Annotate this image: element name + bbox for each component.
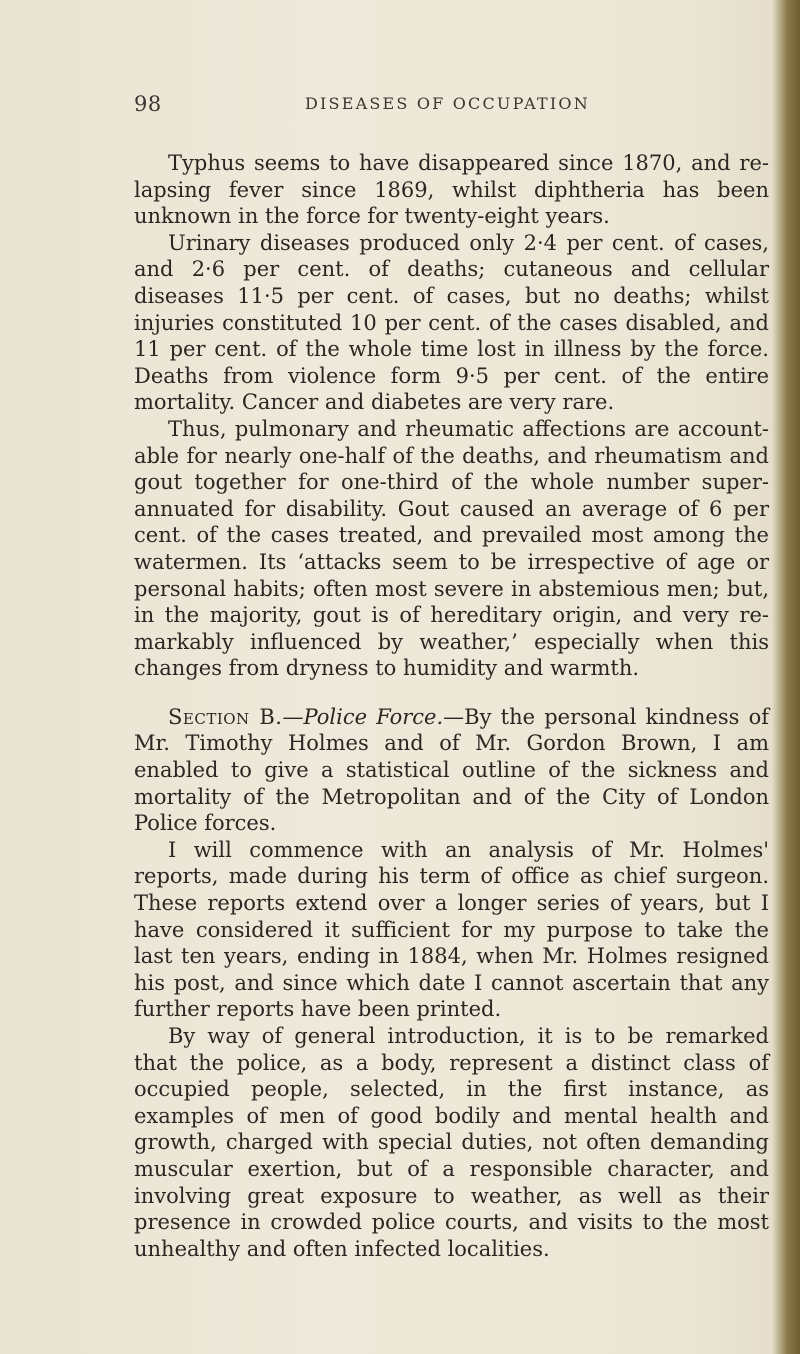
section-intro-text: —By the personal kindness of Mr. Timothy Holmes and of Mr. Gordon Brown, I am enabled to give a statistical outline of the sickness and mortality of the Metropolitan and of the City of London Police forces. (134, 704, 770, 836)
paragraph-holmes-reports: I will commence with an analysis of Mr. Holmes' reports, made during his term of office as chief surgeon. These reports extend over a longer series of years, but I have considered it sufficient for my purpose to take the last ten years, ending in 1884, when Mr. Holmes resigned his post, and since which date I cannot ascertain that any further reports have been printed. (134, 837, 769, 1022)
page-number: 98 (134, 92, 162, 116)
section-label: Section B. (168, 704, 283, 729)
section-title: —Police Force. (282, 704, 444, 729)
paragraph-general-introduction: By way of general introduction, it is to be remarked that the police, as a body, represent a distinct class of occupied people, selected, in the first instance, as examples of men of good bodily and mental health and growth, charged with special duties, not often demanding muscular exertion, but of a responsible character, and involving great exposure to weather, as well as their presence in crowded police courts, and visits to the most unhealthy and often infected localities. (134, 1024, 769, 1261)
paragraph-urinary-diseases: Urinary diseases produced only 2·4 per cent. of cases, and 2·6 per cent. of deaths; cutaneous and cellular diseases 11·5 per cent. of cases, but no deaths; whilst injuries constituted 10 per cent. of the cases disabled, and 11 per cent. of the whole time lost in illness by the force. Deaths from violence form 9·5 per cent. of the entire mortality. Cancer and diabetes are very rare. (134, 230, 769, 415)
paragraph-typhus: Typhus seems to have disappeared since 1870, and re-lapsing fever since 1869, whilst diphtheria has been unknown in the force for twenty-eight years. (134, 151, 769, 229)
section-gap (134, 682, 769, 704)
paragraph-section-b (134, 704, 769, 837)
running-title: DISEASES OF OCCUPATION (305, 94, 590, 113)
body-text (134, 150, 769, 1262)
paragraph-pulmonary-rheumatic: Thus, pulmonary and rheumatic affections are account-able for nearly one-half of the deaths, and rheumatism and gout together for one-third of the whole number super-annuated for disability. Gout caused an average of 6 per cent. of the cases treated, and prevailed most among the watermen. Its ‘attacks seem to be irrespective of age or personal habits; often most severe in abstemious men; but, in the majority, gout is of hereditary origin, and very re-markably influenced by weather,’ especially when this changes from dryness to humidity and warmth. (134, 416, 769, 681)
page-edge-shadow (772, 0, 800, 1354)
running-head (0, 92, 800, 126)
